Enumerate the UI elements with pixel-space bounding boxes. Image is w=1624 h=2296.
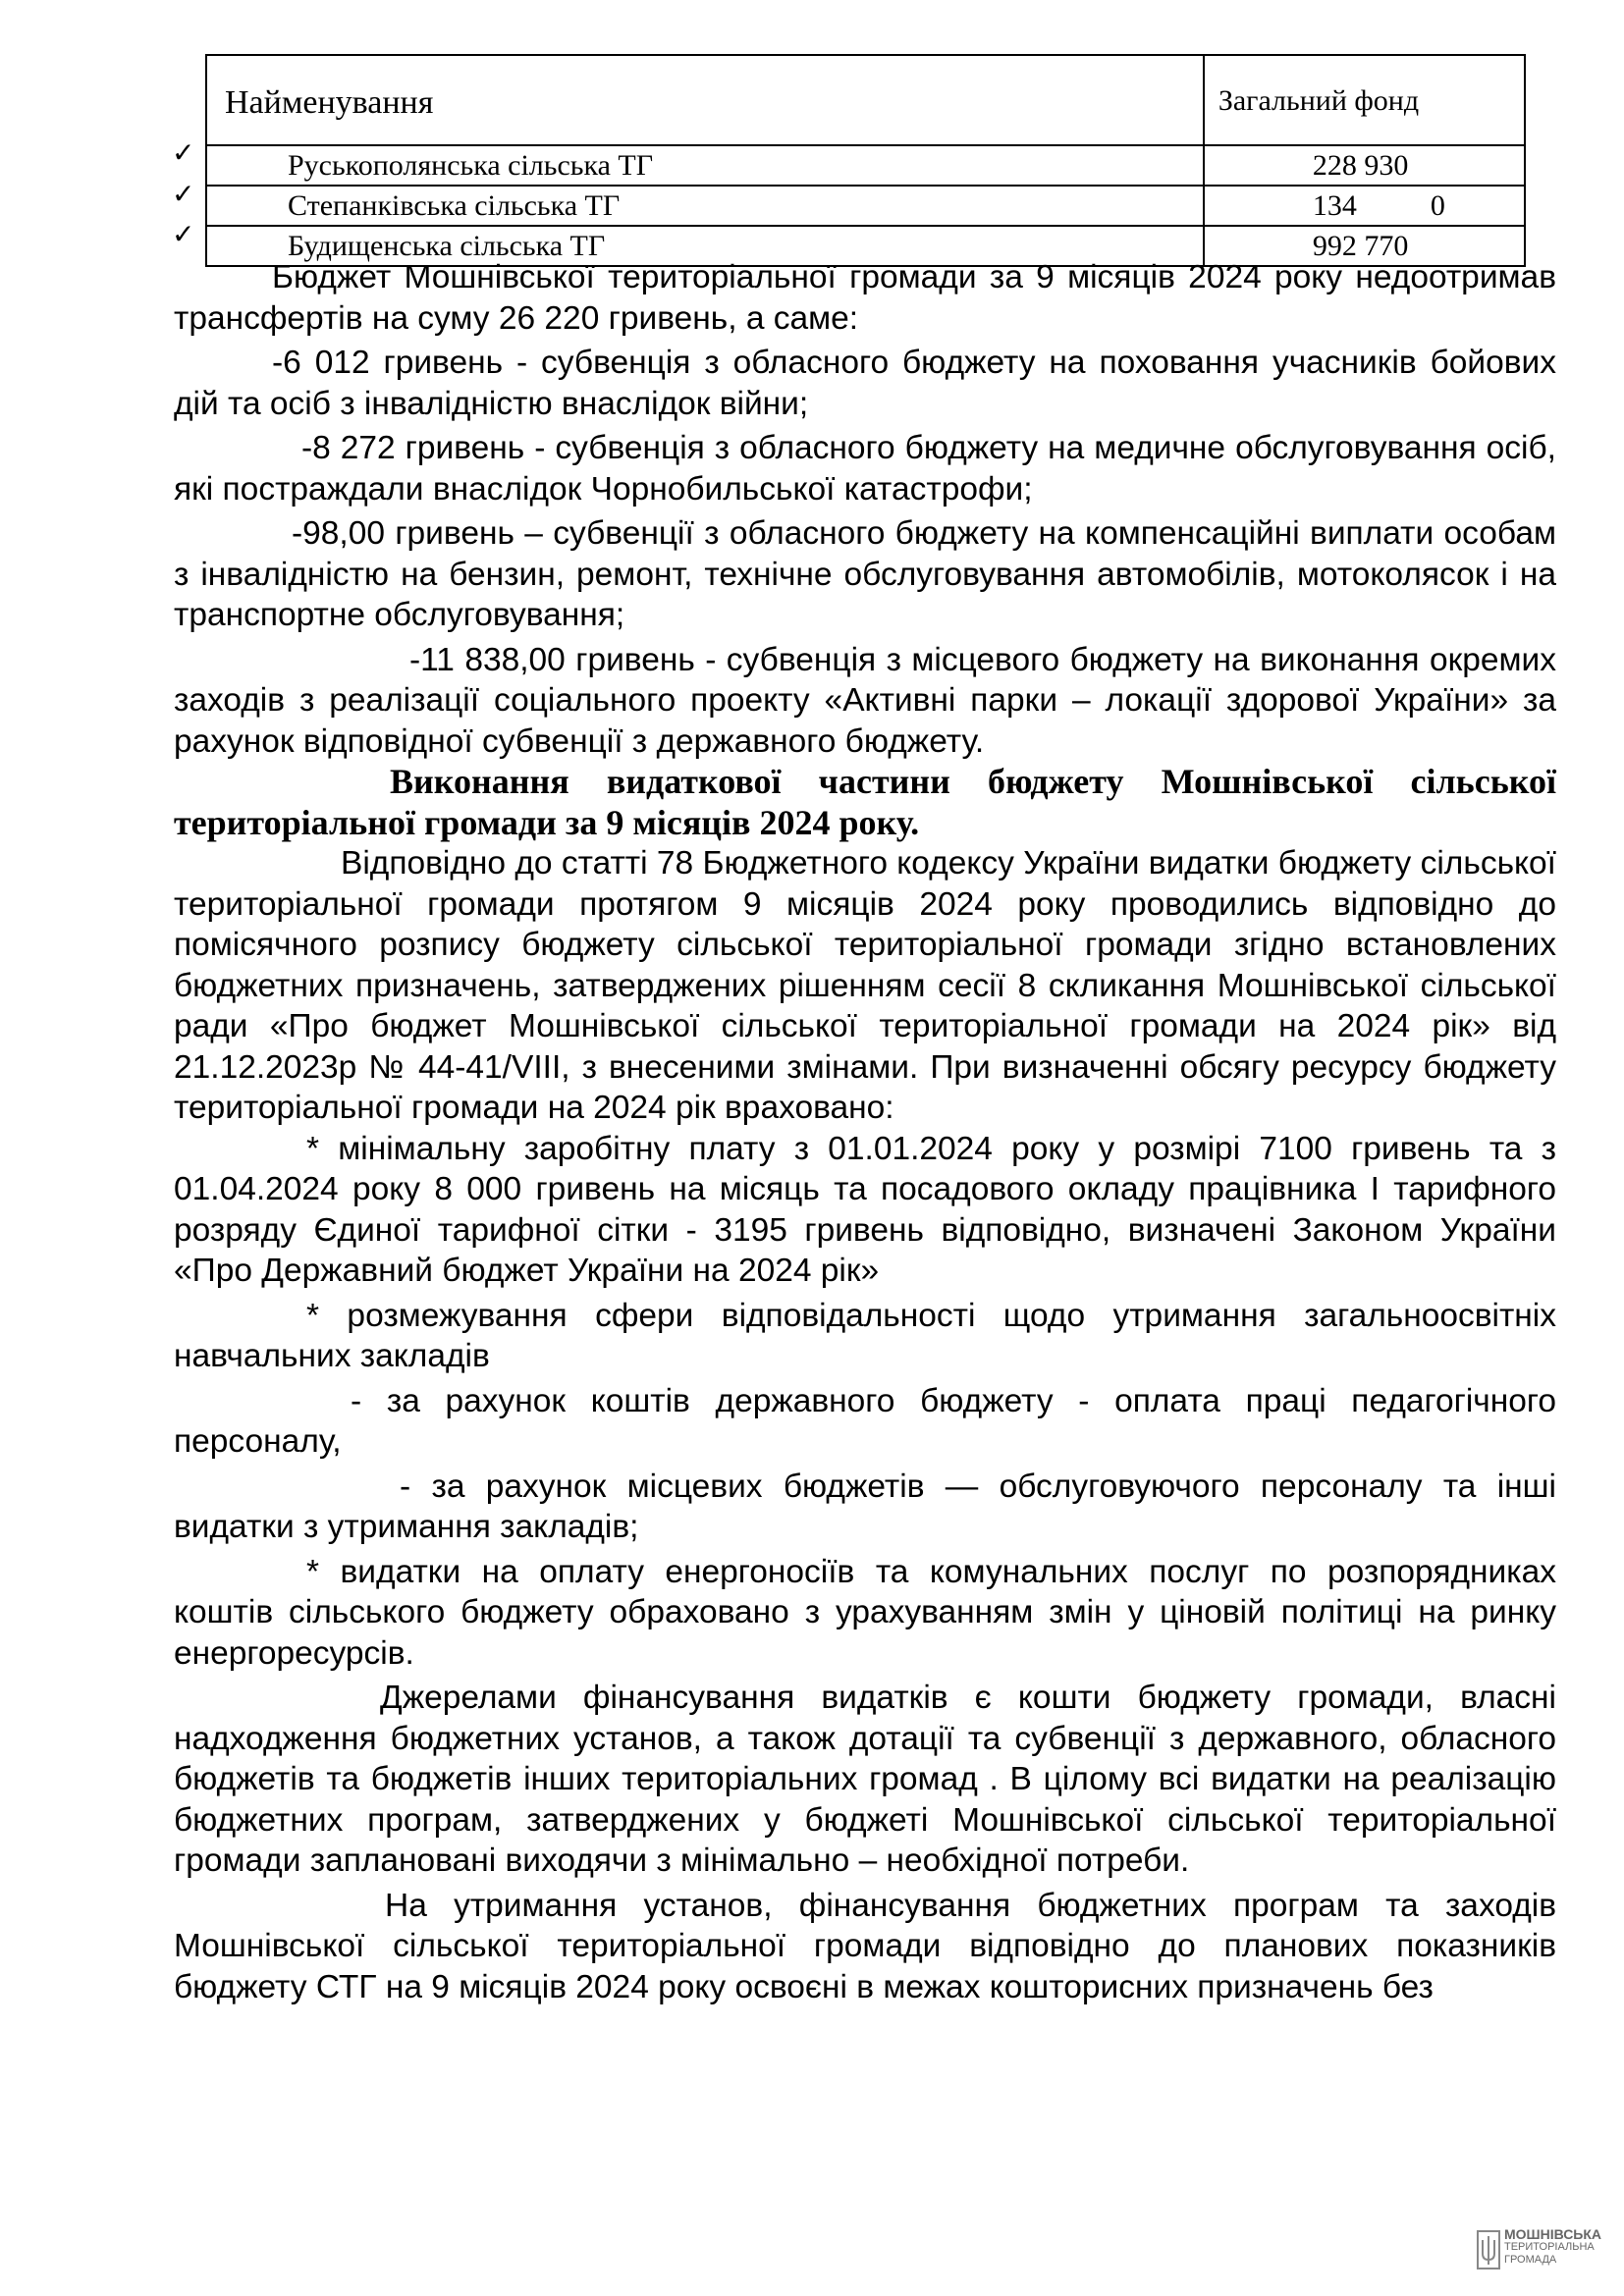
paragraph: * розмежування сфери відповідальності щодо утримання загальноосвітніх навчальних закладів	[174, 1297, 1556, 1374]
row-value: 228 930	[1204, 145, 1525, 186]
trident-icon	[1477, 2230, 1500, 2269]
row-value: 134 0	[1204, 186, 1525, 226]
paragraph: На утримання установ, фінансування бюджетних програм та заходів Мошнівської сільської територіальної громади відповідно до планових показників бюджету СТГ на 9 місяців 2024 року освоєні в межах кошторисних призначень без	[174, 1887, 1556, 2005]
paragraph: -98,00 гривень – субвенції з обласного бюджету на компенсаційні виплати особам з інвалідністю на бензин, ремонт, технічне обслуговування автомобілів, мотоколясок і на транспортне обслуговування;	[174, 515, 1556, 633]
paragraph: - за рахунок коштів державного бюджету - оплата праці педагогічного персоналу,	[174, 1382, 1556, 1460]
paragraph: Бюджет Мошнівської територіальної громади за 9 місяців 2024 року недоотримав трансфертів на суму 26 220 гривень, а саме:	[174, 259, 1556, 337]
paragraph: * видатки на оплату енергоносіїв та комунальних послуг по розпорядниках коштів сільського бюджету обраховано з урахуванням змін у ціновій політиці на ринку енергоресурсів.	[174, 1553, 1556, 1672]
paragraph: -11 838,00 гривень - субвенція з місцевого бюджету на виконання окремих заходів з реалізації соціального проекту «Активні парки – локації здорової України» за рахунок відповідної субвенції з державного бюджету.	[174, 641, 1556, 760]
logo-line: МОШНІВСЬКА	[1504, 2226, 1602, 2242]
row-name: Степанківська сільська ТГ	[206, 186, 1204, 226]
row-name: Руськополянська сільська ТГ	[206, 145, 1204, 186]
row-value: 992 770	[1204, 226, 1525, 266]
header-name: Найменування	[206, 55, 1204, 145]
checkmark-icon: ✓	[172, 178, 195, 210]
checkmark-icon: ✓	[172, 136, 195, 169]
table-row	[206, 145, 1525, 186]
paragraph: Джерелами фінансування видатків є кошти бюджету громади, власні надходження бюджетних установ, а також дотації та субвенції з державного, обласного бюджетів та бюджетів інших територіальних громад . В цілому всі видатки на реалізацію бюджетних програм, затверджених у бюджеті Мошнівської сільської територіальної громади заплановані виходячи з мінімально – необхідної потреби.	[174, 1680, 1556, 1879]
row-name: Будищенська сільська ТГ	[206, 226, 1204, 266]
logo-line: ГРОМАДА	[1504, 2254, 1557, 2266]
document-body	[174, 257, 1556, 2007]
table-header-row	[206, 55, 1525, 145]
paragraph: -8 272 гривень - субвенція з обласного бюджету на медичне обслуговування осіб, які постраждали внаслідок Чорнобильської катастрофи;	[174, 430, 1556, 507]
logo-text	[1504, 2228, 1601, 2267]
paragraph: -6 012 гривень - субвенція з обласного бюджету на поховання учасників бойових дій та осіб з інвалідністю внаслідок війни;	[174, 345, 1556, 422]
logo-line: ТЕРИТОРІАЛЬНА	[1504, 2241, 1595, 2253]
transfers-table	[205, 54, 1526, 267]
table-row	[206, 186, 1525, 226]
section-heading: Виконання видаткової частини бюджету Мошнівської сільської територіальної громади за 9 місяців 2024 року.	[174, 762, 1556, 842]
paragraph: * мінімальну заробітну плату з 01.01.2024 року у розмірі 7100 гривень та з 01.04.2024 року 8 000 гривень на місяць та посадового окладу працівника І тарифного розряду Єдиної тарифної сітки - 3195 гривень відповідно, визначені Законом України «Про Державний бюджет України на 2024 рік»	[174, 1130, 1556, 1289]
header-fund: Загальний фонд	[1204, 55, 1525, 145]
paragraph: Відповідно до статті 78 Бюджетного кодексу України видатки бюджету сільської територіальної громади протягом 9 місяців 2024 року проводились відповідно до помісячного розпису бюджету сільської територіальної громади згідно встановлених бюджетних призначень, затверджених рішенням сесії 8 скликання Мошнівської сільської ради «Про бюджет Мошнівської сільської територіальної громади на 2024 рік» від 21.12.2023р № 44-41/VIII, з внесеними змінами. При визначенні обсягу ресурсу бюджету територіальної громади на 2024 рік враховано:	[174, 845, 1556, 1126]
paragraph: - за рахунок місцевих бюджетів — обслуговуючого персоналу та інші видатки з утримання закладів;	[174, 1468, 1556, 1545]
community-logo	[1477, 2228, 1614, 2287]
checkmark-icon: ✓	[172, 218, 195, 250]
